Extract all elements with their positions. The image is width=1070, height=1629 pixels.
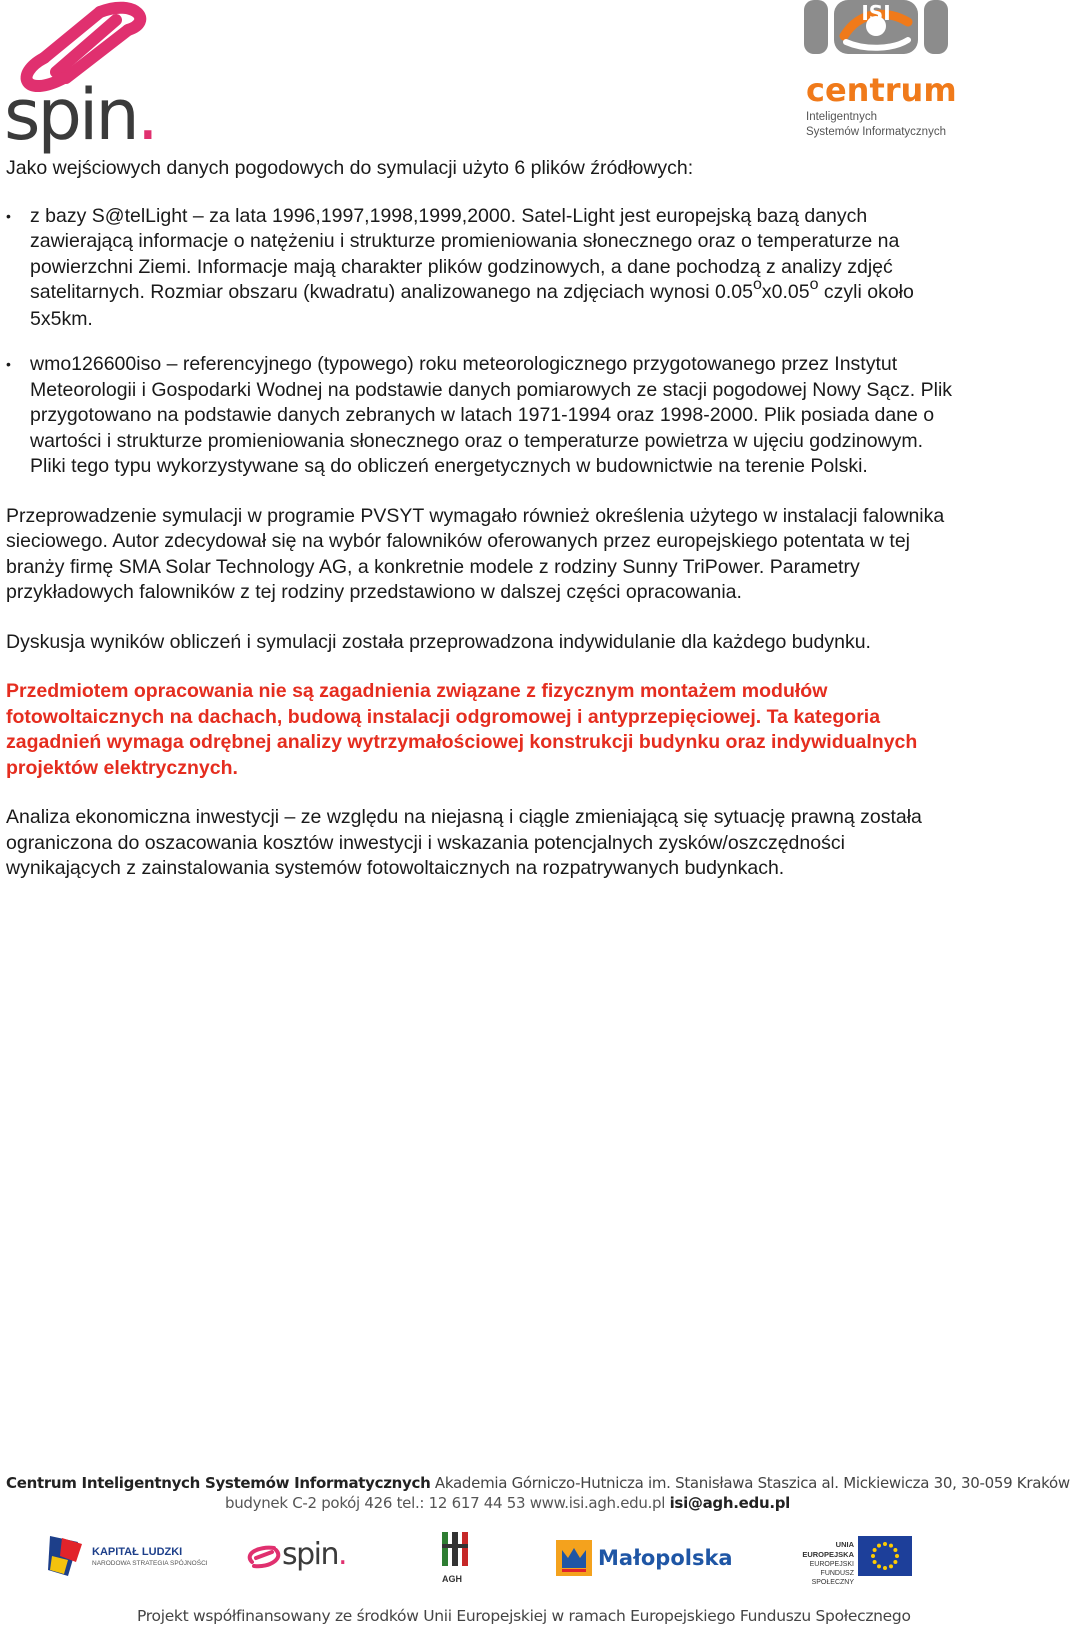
isi-centrum-text: centrum [806, 71, 957, 109]
isi-subtitle [806, 110, 946, 140]
footer-email[interactable]: isi@agh.edu.pl [669, 1494, 791, 1512]
economic-analysis-paragraph: Analiza ekonomiczna inwestycji – ze względu na niejasną i ciągle zmieniającą się sytuację prawną została ograniczona do oszacowania kosztów inwestycji i wskazania potencjalnych zysków/oszczędności wynikających z zainstalowania systemów fotowoltaicznych na rozpatrywanych budynkach. [6, 806, 922, 879]
isi-logo-text: ISI [861, 1, 891, 25]
eu-text [788, 1540, 854, 1587]
malopolska-logo [556, 1540, 733, 1578]
isi-subtitle-line2: Systemów Informatycznych [806, 126, 946, 138]
cofinance-statement: Projekt współfinansowany ze środków Unii Europejskiej w ramach Europejskiego Funduszu Społecznego [137, 1607, 911, 1625]
spin-swirl-icon [244, 1540, 284, 1570]
footer-spin-logo [244, 1537, 364, 1580]
footer-address: budynek C-2 pokój 426 tel.: 12 617 44 53 www.isi.agh.edu.pl [225, 1494, 670, 1512]
footer-org-name: Centrum Inteligentnych Systemów Informatycznych [6, 1474, 431, 1492]
footer-organization [6, 1474, 1070, 1492]
isi-letters-icon [804, 0, 950, 62]
agh-text: AGH [442, 1574, 462, 1584]
eu-logo [788, 1536, 914, 1586]
footer-contact [225, 1494, 790, 1512]
discussion-paragraph: Dyskusja wyników obliczeń i symulacji została przeprowadzona indywidulanie dla każdego budynku. [6, 630, 871, 653]
kapital-ludzki-logo [46, 1534, 208, 1578]
kapital-ludzki-icon [46, 1534, 86, 1578]
isi-subtitle-line1: Inteligentnych [806, 111, 877, 123]
malopolska-crown-icon [556, 1540, 592, 1576]
footer-academy: Akademia Górniczo-Hutnicza im. Stanisława Staszica al. Mickiewicza 30, 30-059 Kraków [430, 1474, 1070, 1492]
intro-paragraph: Jako wejściowych danych pogodowych do symulacji użyto 6 plików źródłowych: [6, 157, 694, 179]
eu-text-line1: UNIA EUROPEJSKA [802, 1540, 854, 1559]
document-body [6, 156, 956, 882]
agh-emblem-icon [440, 1530, 470, 1572]
degree-mark: o [809, 276, 819, 293]
spin-swirl-icon [4, 4, 164, 84]
eu-flag-icon [858, 1536, 912, 1576]
kapital-ludzki-title: KAPITAŁ LUDZKI [92, 1546, 183, 1558]
malopolska-text: Małopolska [598, 1546, 733, 1570]
bullet1-text: z bazy S@telLight – za lata 1996,1997,1998,1999,2000. Satel-Light jest europejską bazą danych zawierającą informacje o natężeniu i strukturze promieniowania słonecznego oraz o temperaturze na powierzchni Ziemi. Informacje mają charakter plików godzinowych, a dane pochodzą z analizy zdjęć satelitarnych. Rozmiar obszaru (kwadratu) analizowanego na zdjęciach wynosi 0.05 [30, 204, 900, 303]
bullet1-end: czyli około 5x5km. [30, 281, 914, 330]
spin-logo [4, 4, 164, 154]
bullet1-mid: x0.05 [761, 281, 810, 303]
agh-logo [440, 1530, 470, 1586]
degree-mark: o [752, 276, 762, 293]
eu-text-line2: EUROPEJSKI [809, 1561, 854, 1568]
kapital-ludzki-subtitle: NARODOWA STRATEGIA SPÓJNOŚCI [92, 1560, 208, 1567]
footer-spin-text: spin. [282, 1537, 347, 1572]
list-item: • wmo126600iso – referencyjnego (typowego) roku meteorologicznego przygotowanego przez Instytut Meteorologii i Gospodarki Wodnej na podstawie danych pomiarowych ze stacji pogodowej Nowy Sącz. Plik przygotowano na podstawie danych zebranych w latach 1971-1994 oraz 1998-2000. Plik posiada dane o wartości i strukturze promieniowania słonecznego oraz o temperaturze powietrza w ujęciu godzinowym. Pliki tego typu wykorzystywane są do obliczeń energetycznych w budownictwie na terenie Polski. [6, 352, 956, 480]
pvsyt-paragraph: Przeprowadzenie symulacji w programie PVSYT wymagało również określenia użytego w instalacji falownika sieciowego. Autor zdecydował się na wybór falowników oferowanych przez europejskiego potentata w tej branży firmę SMA Solar Technology AG, a konkretnie modele z rodziny Sunny TriPower. Parametry przykładowych falowników z tej rodziny przedstawiono w dalszej części opracowania. [6, 504, 945, 603]
isi-centrum-logo [804, 0, 960, 150]
eu-text-line3: FUNDUSZ SPOŁECZNY [811, 1570, 854, 1586]
source-files-list [6, 204, 956, 480]
spin-logo-text: spin. [4, 74, 156, 156]
list-item [6, 204, 956, 333]
scope-warning-paragraph: Przedmiotem opracowania nie są zagadnienia związane z fizycznym montażem modułów fotowoltaicznych na dachach, budową instalacji odgromowej i antyprzepięciowej. Ta kategoria zagadnień wymaga odrębnej analizy wytrzymałościowej konstrukcji budynku oraz indywidualnych projektów elektrycznych. [6, 680, 918, 779]
